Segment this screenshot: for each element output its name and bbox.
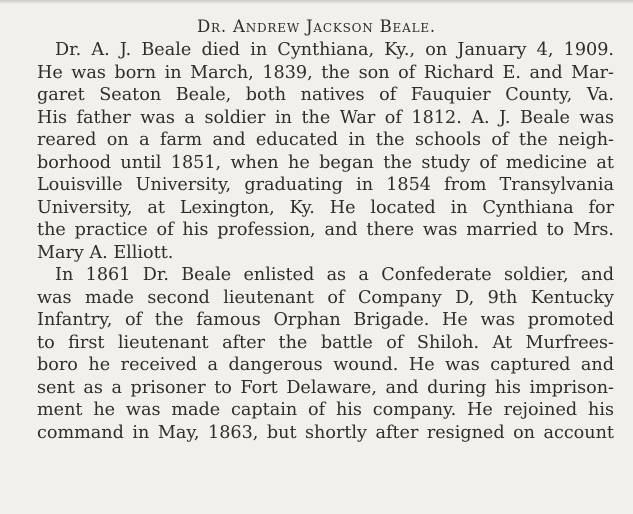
text-line: University, at Lexington, Ky. He located in Cynthiana for bbox=[37, 197, 614, 218]
paragraph-1 bbox=[19, 39, 614, 264]
article-title: Dr. Andrew Jackson Beale. bbox=[197, 17, 436, 36]
text-line: sent as a prisoner to Fort Delaware, and during his imprison- bbox=[37, 377, 614, 398]
text-line: command in May, 1863, but shortly after resigned on account bbox=[37, 422, 614, 443]
text-line: to first lieutenant after the battle of Shiloh. At Murfrees- bbox=[37, 332, 614, 353]
text-line: In 1861 Dr. Beale enlisted as a Confederate soldier, and bbox=[55, 265, 614, 285]
text-line: reared on a farm and educated in the schools of the neigh- bbox=[37, 130, 614, 150]
text-line: was made second lieutenant of Company D, 9th Kentucky bbox=[37, 287, 614, 308]
text-line: Mary A. Elliott. bbox=[37, 242, 174, 263]
text-line: ment he was made captain of his company. He rejoined his bbox=[37, 400, 614, 420]
text-line: the practice of his profession, and there was married to Mrs. bbox=[37, 220, 614, 240]
text-line: Louisville University, graduating in 1854 from Transylvania bbox=[37, 175, 614, 195]
text-line: Dr. A. J. Beale died in Cynthiana, Ky., on January 4, 1909. bbox=[55, 40, 614, 60]
text-line: borhood until 1851, when he began the study of medicine at bbox=[37, 152, 614, 173]
text-line: Infantry, of the famous Orphan Brigade. He was promoted bbox=[37, 310, 614, 330]
text-line: garet Seaton Beale, both natives of Fauquier County, Va. bbox=[37, 85, 614, 105]
text-line: He was born in March, 1839, the son of Richard E. and Mar- bbox=[37, 62, 614, 83]
text-line: His father was a soldier in the War of 1812. A. J. Beale was bbox=[37, 107, 614, 128]
text-line: boro he received a dangerous wound. He was captured and bbox=[37, 355, 614, 375]
paragraph-2 bbox=[19, 264, 614, 444]
